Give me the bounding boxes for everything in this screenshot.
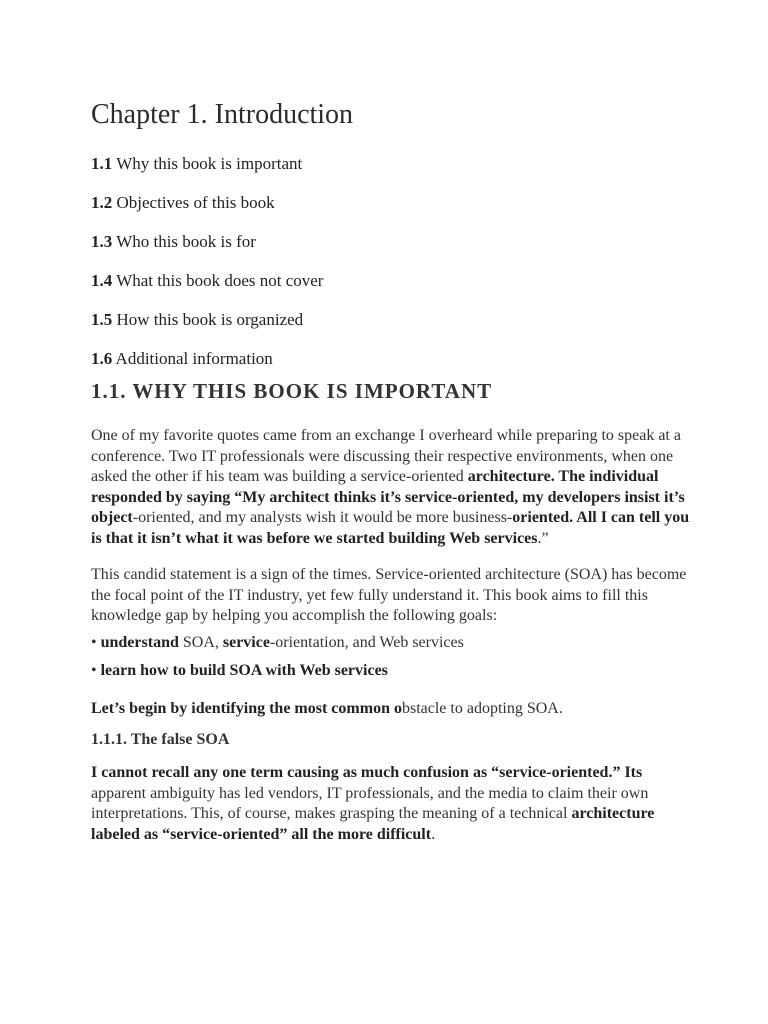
chapter-title: Chapter 1. Introduction xyxy=(91,99,354,130)
toc-item[interactable] xyxy=(91,154,691,174)
text-run: One of my favorite quotes came from an exchange I overheard while preparing to speak at a conference. Two IT professionals were discussing their respective environments, when one asked the other if his team was building a service-oriented xyxy=(91,427,681,485)
text-run-bold: learn how to build SOA with Web services xyxy=(100,661,388,679)
text-run-bold: service xyxy=(222,633,270,651)
list-item xyxy=(91,633,691,653)
toc-item[interactable] xyxy=(91,232,691,252)
toc-number: 1.5 xyxy=(91,310,113,329)
toc-text: What this book does not cover xyxy=(112,271,324,290)
toc-number: 1.4 xyxy=(91,271,113,290)
toc-text: Why this book is important xyxy=(112,154,303,173)
toc-text: How this book is organized xyxy=(112,310,304,329)
toc-item[interactable] xyxy=(91,310,691,330)
toc-item[interactable] xyxy=(91,271,691,291)
toc-number: 1.2 xyxy=(91,193,113,212)
toc-number: 1.6 xyxy=(91,349,113,368)
toc-number: 1.1 xyxy=(91,154,113,173)
toc-item[interactable] xyxy=(91,349,691,369)
text-run: -oriented, and my analysts wish it would be more business- xyxy=(132,509,513,526)
paragraph-intro xyxy=(91,426,691,549)
toc-text: Additional information xyxy=(112,349,273,368)
subsection-heading: 1.1.1. The false SOA xyxy=(91,731,230,748)
toc-number: 1.3 xyxy=(91,232,113,251)
bullet-glyph: • xyxy=(91,633,101,651)
table-of-contents xyxy=(91,154,691,369)
paragraph-goals: This candid statement is a sign of the times. Service-oriented architecture (SOA) has become the focal point of the IT industry, yet few fully understand it. This book aims to fill this knowledge gap by helping you accomplish the following goals: xyxy=(91,566,687,624)
text-run-bold: oriented. All I can tell you is that it isn’t what it was before we started building Web services xyxy=(91,509,690,547)
text-run: apparent ambiguity has led vendors, IT professionals, and the media to claim their own interpretations. This, of course, makes grasping the meaning of a technical xyxy=(91,784,649,822)
text-run-bold: understand xyxy=(100,633,179,651)
paragraph-obstacle xyxy=(91,699,691,720)
paragraph-false-soa xyxy=(91,763,691,845)
goals-list xyxy=(91,633,691,681)
section-heading: 1.1. WHY THIS BOOK IS IMPORTANT xyxy=(91,379,493,403)
text-run: . xyxy=(431,825,436,843)
text-run-bold: I cannot recall any one term causing as much confusion as “service-oriented.” Its xyxy=(91,764,643,781)
bullet-glyph: • xyxy=(91,661,101,679)
text-run: SOA, xyxy=(178,633,223,651)
toc-text: Objectives of this book xyxy=(112,193,275,212)
list-item xyxy=(91,661,691,681)
text-run: bstacle to adopting SOA. xyxy=(401,699,563,717)
text-run-bold: Let’s begin by identifying the most common o xyxy=(91,699,402,717)
toc-text: Who this book is for xyxy=(112,232,256,251)
text-run: .” xyxy=(537,529,549,547)
text-run: -orientation, and Web services xyxy=(269,633,464,651)
text-run-bold: architecture. The individual responded by saying “My architect thinks it’s service-oriented, my developers insist it’s object xyxy=(91,468,685,526)
text-run-bold: architecture labeled as “service-oriented” all the more difficult xyxy=(91,805,655,843)
page-content xyxy=(91,96,691,861)
toc-item[interactable] xyxy=(91,193,691,213)
